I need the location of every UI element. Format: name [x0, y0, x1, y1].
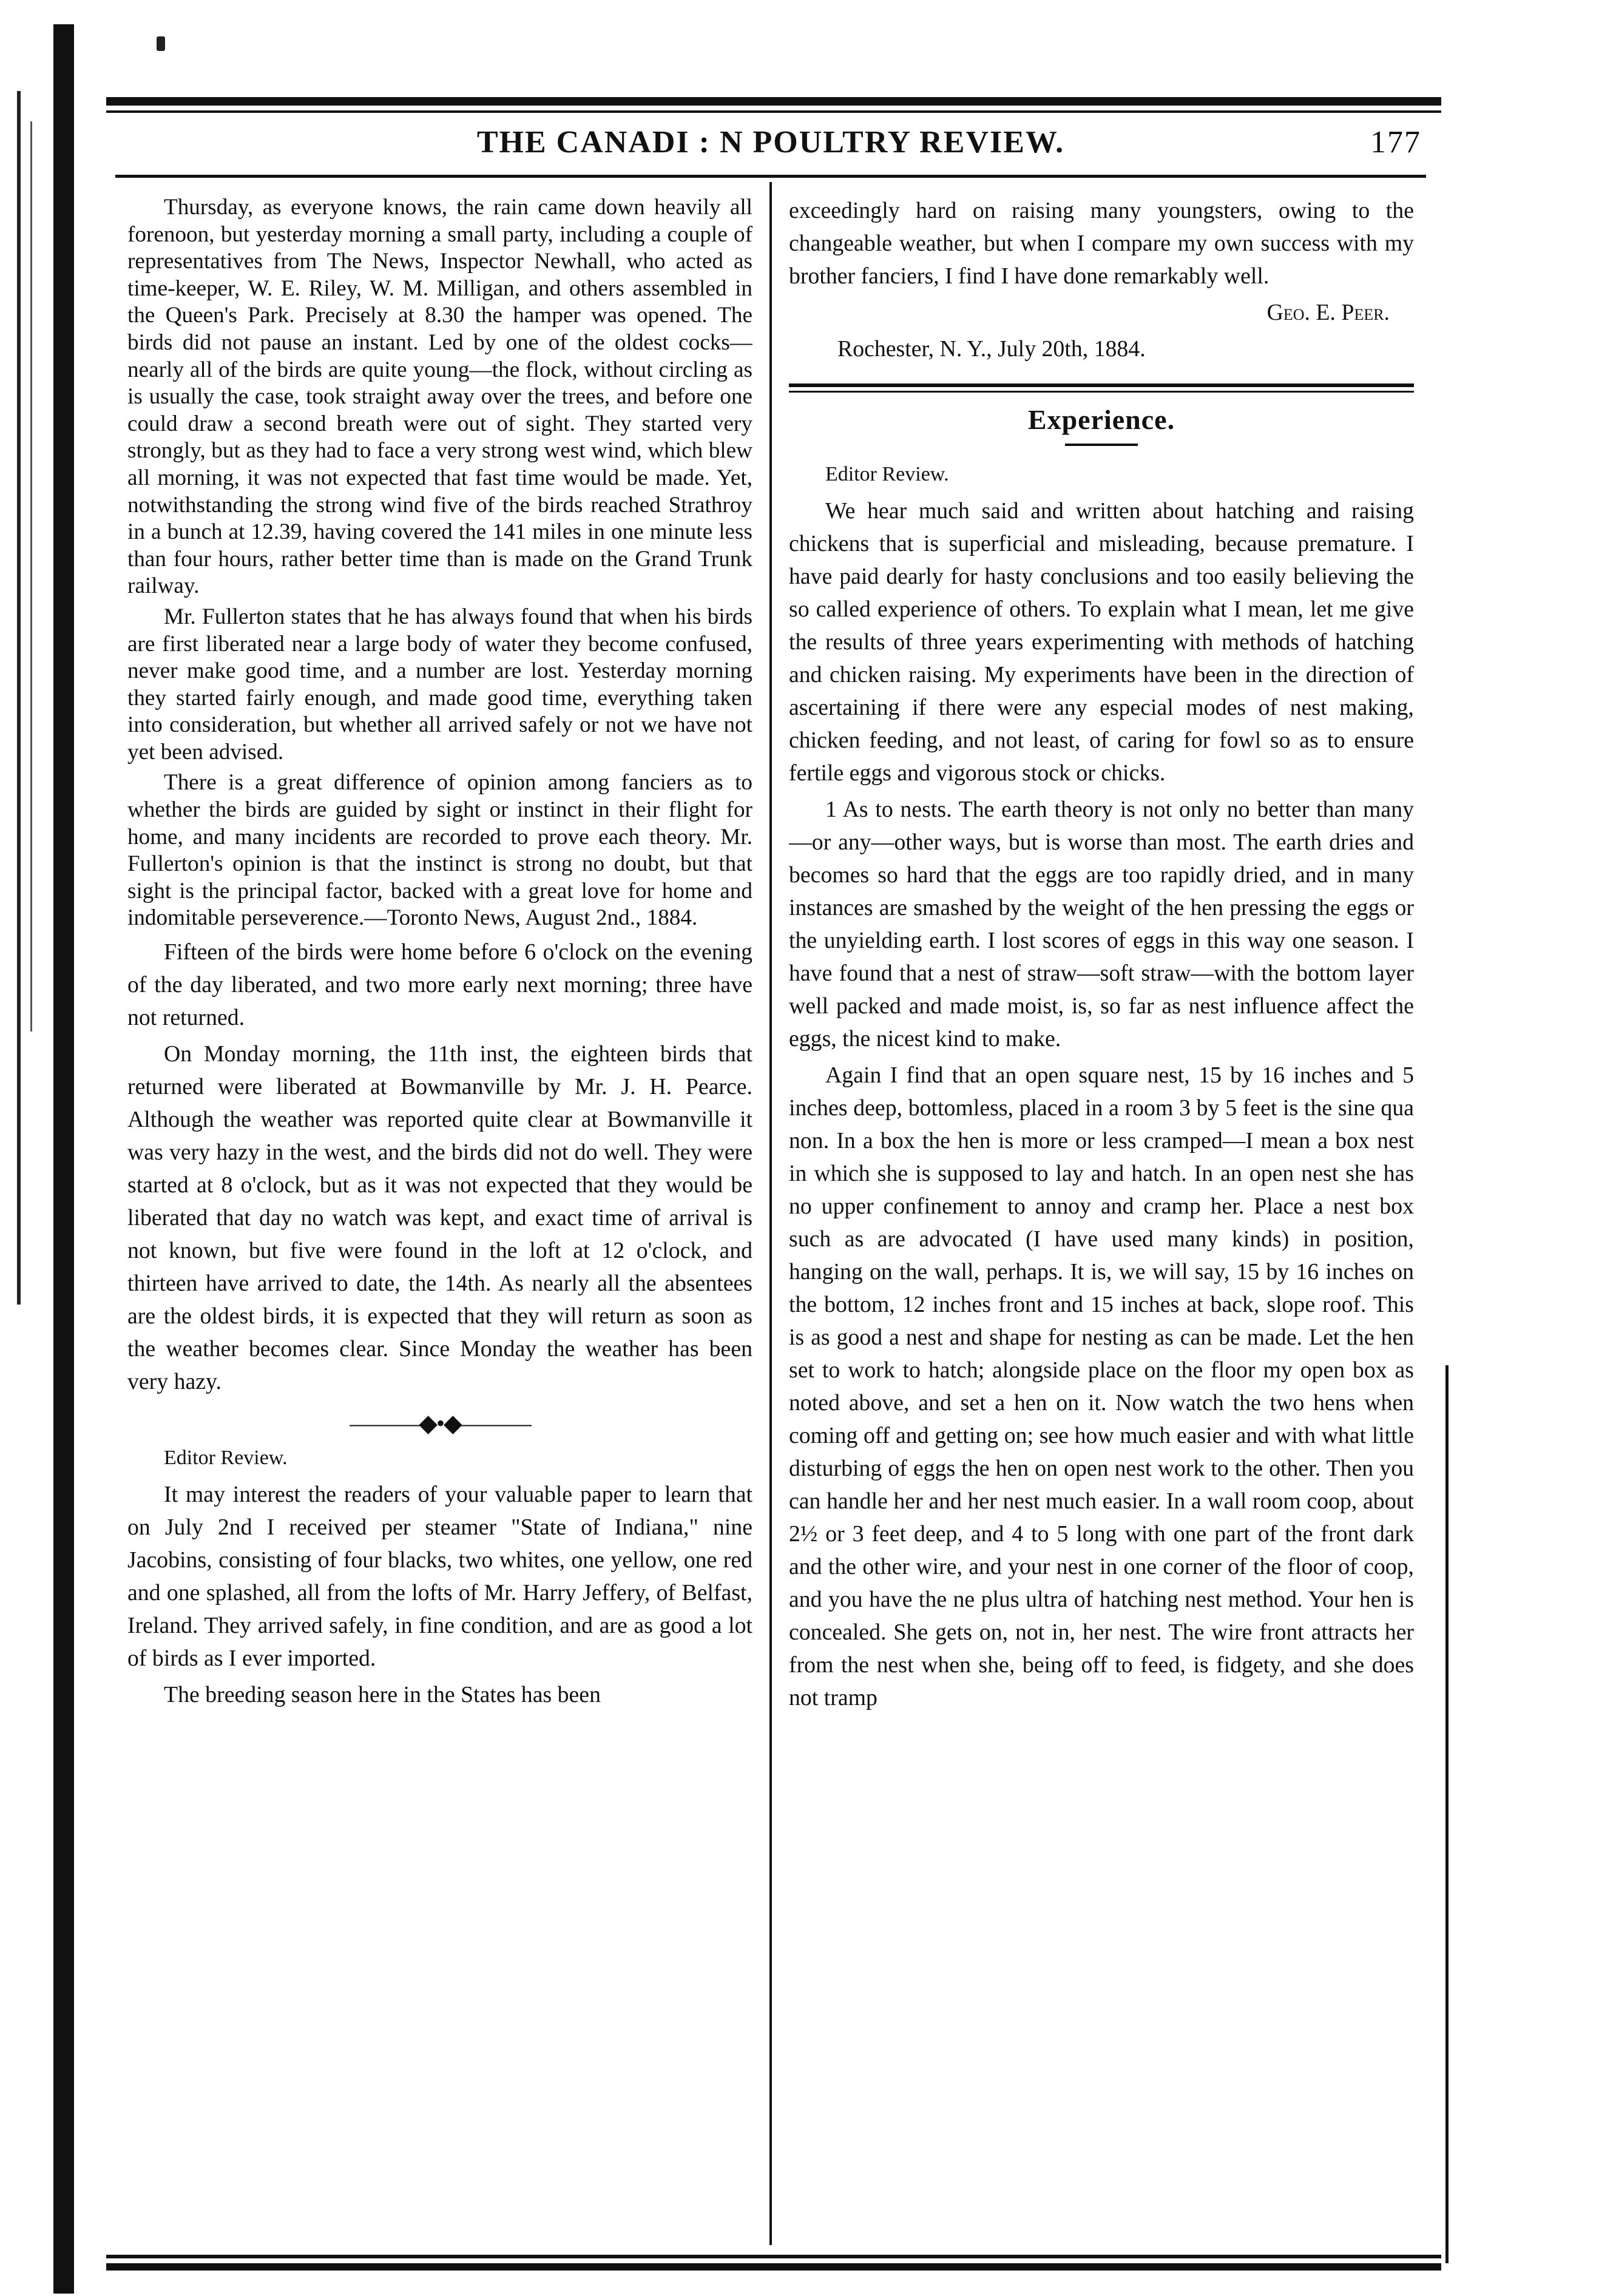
article-paragraph: 1 As to nests. The earth theory is not only no better than many—or any—other ways, but is worse than most. The earth dries and becomes so hard that the eggs are too rapidly dried, and in many instances are smashed by the weight of the hen pressing the eggs or the unyielding earth. I lost scores of eggs in this way one season. I have found that a nest of straw—soft straw—with the bottom layer well packed and made moist, is, so far as nest influence affect the eggs, the nicest kind to make. [789, 797, 1414, 1052]
article-paragraph: On Monday morning, the 11th inst, the eighteen birds that returned were liberated at Bowmanville by Mr. J. H. Pearce. Although the weather was reported quite clear at Bowmanville it was very hazy in the west, and the birds did not do well. They were started at 8 o'clock, but as it was not expected that they would be liberated that day no watch was kept, and exact time of arrival is not known, but five were found in the loft at 12 o'clock, and thirteen have arrived to date, the 14th. As nearly all the absentees are the oldest birds, it is expected that they will return as soon as the weather becomes clear. Since Monday the weather has been very hazy. [127, 1041, 752, 1395]
bottom-rule-thick [106, 2263, 1441, 2271]
letter-signature: Geo. E. Peer. [1266, 300, 1390, 325]
scan-right-edge-line [1445, 1365, 1449, 2263]
letter-paragraph: It may interest the readers of your valuable paper to learn that on July 2nd I received per steamer "State of Indiana," nine Jacobins, consisting of four blacks, two whites, one yellow, one red and one splashed, all from the lofts of Mr. Harry Jeffery, of Belfast, Ireland. They arrived safely, in fine condition, and are as good a lot of birds as I ever imported. [127, 1482, 752, 1672]
article-paragraph: Again I find that an open square nest, 15 by 16 inches and 5 inches deep, bottomless, placed in a room 3 by 5 feet is the sine qua non. In a box the hen is more or less cramped—I mean a box nest in which she is supposed to lay and hatch. In an open nest she has no upper confinement to annoy and cramp her. Place a nest box such as are advocated (I have used many kinds) in position, hanging on the wall, perhaps. It is, we will say, 15 by 16 inches on the bottom, 12 inches front and 15 inches at back, slope roof. This is as good a nest and shape for nesting as can be made. Let the hen set to work to hatch; alongside place on the floor my open box as noted above, and set a hen on it. Now watch the two hens when coming off and getting on; see how much easier and with what little disturbing of eggs the hen on open nest work to the other. Then you can handle her and her nest much easier. In a wall room coop, about 2½ or 3 feet deep, and 4 to 5 long with one part of the front dark and the other wire, and your nest in one corner of the floor of coop, and you have the ne plus ultra of hatching nest method. Your hen is concealed. She gets on, not in, her nest. The wire front attracts her from the nest when she, being off to feed, is fidgety, and she does not tramp [789, 1062, 1414, 1710]
letter-paragraph: The breeding season here in the States has been [164, 1682, 601, 1708]
article-paragraph: There is a great difference of opinion among fanciers as to whether the birds are guided by sight or instinct in their flight for home, and many incidents are recorded to prove each theory. Mr. Fullerton's opinion is that the instinct is strong no doubt, but that sight is the principal factor, backed with a great love for home and indomitable perseverence.—Toronto News, August 2nd., 1884. [127, 770, 752, 931]
scan-edge-bar [53, 24, 74, 2294]
section-ornament: ———◆•◆——— [350, 1410, 530, 1437]
section-rule [789, 383, 1414, 387]
running-head [115, 124, 1426, 167]
scan-edge-line [17, 91, 21, 1305]
article-paragraph: Fifteen of the birds were home before 6 o'clock on the evening of the day liberated, and two more early next morning; three have not returned. [127, 939, 752, 1031]
top-rule-thin [106, 110, 1441, 113]
header-rule [115, 175, 1426, 178]
running-title: THE CANADI : N POULTRY REVIEW. [476, 125, 1065, 160]
letter-salutation: Editor Review. [825, 463, 949, 485]
top-rule [106, 97, 1441, 106]
section-title: Experience. [1027, 404, 1175, 435]
bottom-rule [106, 2255, 1441, 2258]
scan-speck [157, 36, 165, 51]
article-paragraph: We hear much said and written about hatching and raising chickens that is superficial and misleading, because premature. I have paid dearly for hasty conclusions and too easily believing the so called experience of others. To explain what I mean, let me give the results of three years experimenting with methods of hatching and chicken raising. My experiments have been in the direction of ascertaining if there were any especial modes of nest making, chicken feeding, and not least, of caring for fowl so as to ensure fertile eggs and vigorous stock or chicks. [789, 498, 1414, 786]
article-paragraph: Thursday, as everyone knows, the rain came down heavily all forenoon, but yesterday morning a small party, including a couple of representatives from The News, Inspector Newhall, who acted as time-keeper, W. E. Riley, W. M. Milligan, and others assembled in the Queen's Park. Precisely at 8.30 the hamper was opened. The birds did not pause an instant. Led by one of the oldest cocks—nearly all of the birds are quite young—the flock, without circling as is usually the case, took straight away over the trees, and before one could draw a second breath were out of sight. They started very strongly, but as they had to face a very strong west wind, which blew all morning, it was not expected that fast time would be made. Yet, notwithstanding the strong wind five of the birds reached Strathroy in a bunch at 12.39, having covered the 141 miles in one minute less than four hours, rather better time than is made on the Grand Trunk railway. [127, 195, 752, 599]
section-rule-thin [789, 391, 1414, 393]
page-number: 177 [1370, 125, 1421, 160]
article-paragraph: Mr. Fullerton states that he has always found that when his birds are first liberated near a large body of water they become confused, never make good time, and a number are lost. Yesterday morning they started fairly enough, and made good time, everything taken into consideration, but whether all arrived safely or not we have not yet been advised. [127, 604, 752, 765]
letter-dateline: Rochester, N. Y., July 20th, 1884. [837, 336, 1146, 362]
title-underline [1065, 444, 1138, 446]
letter-continuation: exceedingly hard on raising many youngsters, owing to the changeable weather, but when I compare my own success with my brother fanciers, I find I have done remarkably well. [789, 198, 1414, 289]
column-divider [769, 182, 772, 2245]
letter-salutation: Editor Review. [164, 1447, 288, 1470]
right-column [789, 194, 1414, 2245]
left-column [127, 194, 752, 2245]
scan-edge-line-faint [30, 121, 32, 1032]
